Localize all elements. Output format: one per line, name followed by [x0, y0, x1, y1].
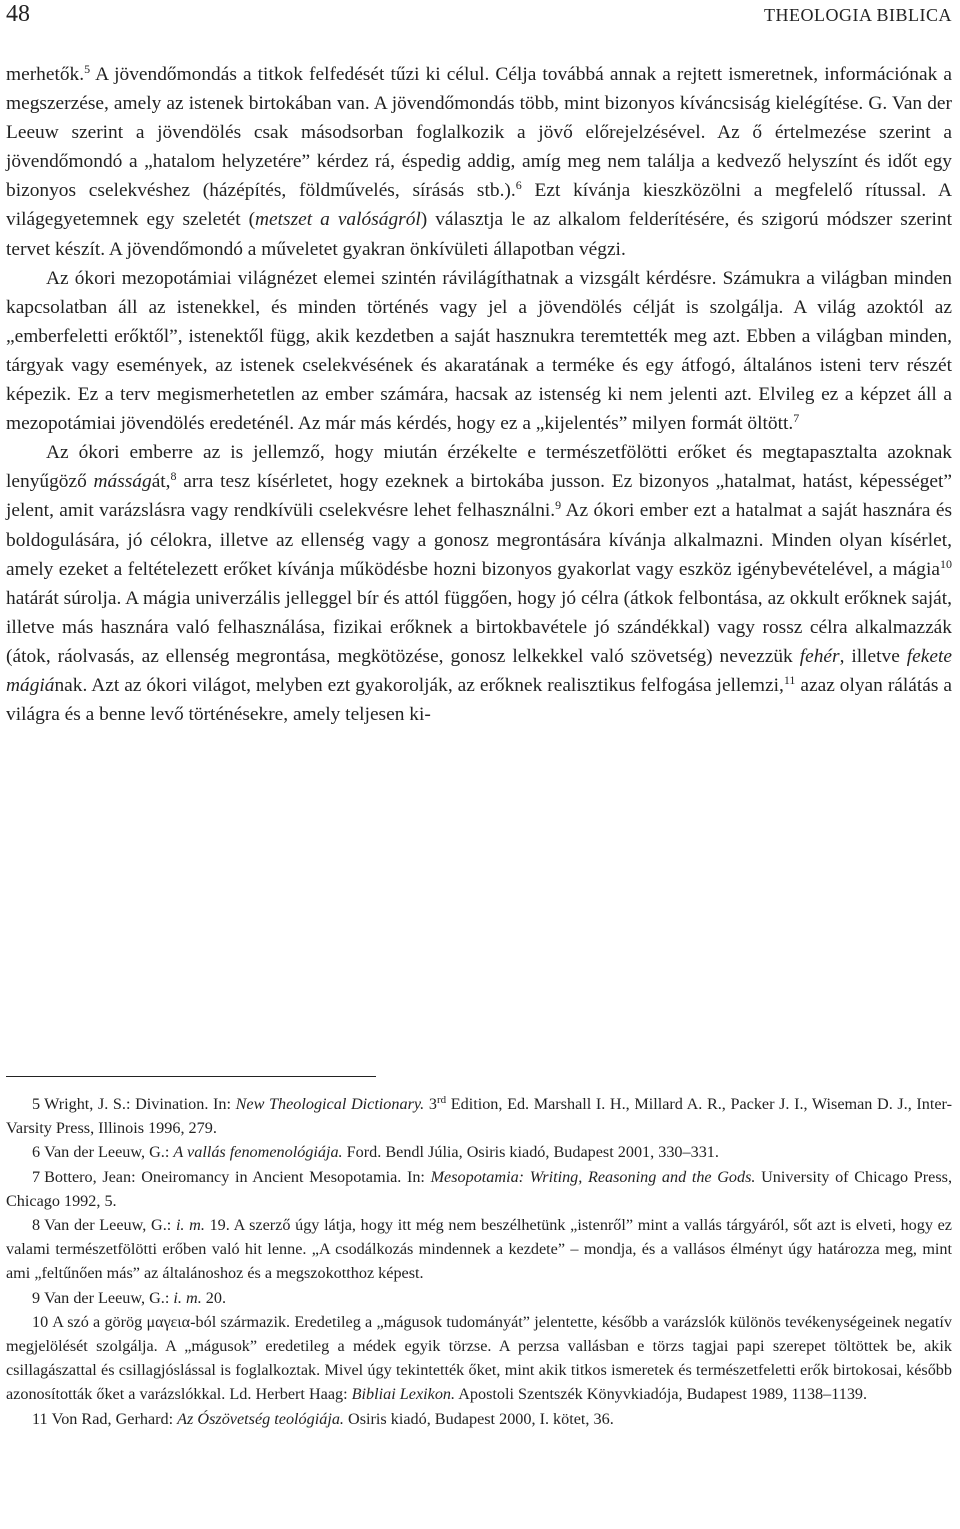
- text-run: 20.: [201, 1288, 227, 1307]
- text-run: University of Chicago Press, Chicago 1992, 5.: [6, 1167, 953, 1210]
- text-run: nak. Azt az ókori világot, melyben ezt gyakorolják, az erőknek realisztikus felfogása jellemzi,: [54, 674, 784, 696]
- footnote-ref[interactable]: 8: [170, 469, 177, 484]
- footnote-ref[interactable]: 11: [783, 672, 796, 687]
- text-run: határát súrolja. A mágia univerzális jelleggel bír és attól függően, hogy jó célra (átkok felbontása, az okkult erőknek saját, illetve más hasznára való felhasználása, fizikai erőknek a birtokbavétele jó szándékkal) vagy rossz célra alkalmazzák (átok, ráolvasás, az ellenség megrontása, megkötözése, gonosz lelkekkel való szövetség) nevezzük: [6, 587, 952, 667]
- text-run: Osiris kiadó, Budapest 2000, I. kötet, 36.: [343, 1409, 614, 1428]
- footnote-number: 7: [32, 1167, 41, 1186]
- emphasis: i. m.: [175, 1216, 205, 1235]
- text-run: Ezt kívánja kieszközölni a megfelelő rítussal. A világegyetemnek egy szeletét (: [6, 180, 952, 231]
- text-run: Apostoli Szentszék Könyvkiadója, Budapest 1989, 1138–1139.: [455, 1385, 868, 1404]
- footnote: [6, 1165, 952, 1213]
- footnote-number: 8: [32, 1216, 41, 1235]
- footnote-number: 11: [32, 1409, 48, 1428]
- text-run: merhetők.: [6, 64, 85, 85]
- footnote-ref[interactable]: 5: [84, 62, 91, 76]
- ordinal-suffix: rd: [436, 1094, 447, 1106]
- emphasis: metszet a valóságról: [255, 209, 421, 231]
- emphasis: Bibliai Lexikon.: [351, 1385, 456, 1404]
- paragraph: [6, 264, 952, 439]
- book-page: [6, 0, 952, 1529]
- text-run: Az ókori mezopotámiai világnézet elemei szintén rávilágíthatnak a vizsgált kérdésre. Számukra a világban minden kapcsolatban áll az istenekkel, és minden történés vagy jel a jövendölés célját is szolgálja. A világ azoktól az „emberfeletti erőktől”, istenektől függ, akik kezdetben a saját hasznukra teremtették meg azt. Ebben a világban minden, tárgyak vagy események, az istenek cselekvésének és akaratának a terméke és egy átfogó, általános isteni terv részét képezik. Ez a terv megismerhetetlen az ember számára, hacsak az istenség ki nem jelenti azt. Elvileg ez a képzet áll a mezopotámiai jövendölés eredeténél. Az már más kérdés, hogy ez a „kijelentés” milyen formát öltött.: [6, 267, 952, 435]
- footnote-ref[interactable]: 7: [793, 411, 800, 426]
- journal-title: THEOLOGIA BIBLICA: [764, 5, 952, 25]
- emphasis: fehér: [799, 645, 840, 667]
- footnote-number: 6: [32, 1143, 41, 1162]
- emphasis: másság: [93, 471, 152, 493]
- text-run: Ford. Bendl Júlia, Osiris kiadó, Budapest 2001, 330–331.: [342, 1143, 719, 1162]
- footnote-ref[interactable]: 9: [555, 498, 562, 513]
- text-run: át,: [151, 471, 171, 493]
- text-run: ) választja le az alkalom felderítésére, és szigorú módszer szerint tervet készít. A jövendőmondó a műveletet gyakran önkívületi állapotban végzi.: [6, 209, 952, 260]
- text-run: 3: [424, 1095, 437, 1113]
- footnote-number: 5: [32, 1095, 41, 1113]
- footnote: [6, 1213, 952, 1286]
- footnote: [6, 1310, 952, 1407]
- text-run: Van der Leeuw, G.:: [44, 1143, 174, 1162]
- text-run: Bottero, Jean: Oneiromancy in Ancient Mesopotamia. In:: [44, 1167, 431, 1186]
- text-run: , illetve: [839, 645, 907, 667]
- footnote: [6, 1140, 952, 1164]
- text-run: A jövendőmondás a titkok felfedését tűzi ki célul. Célja továbbá annak a rejtett ismeretnek, információnak a megszerzése, amely az istenek birtokában van. A jövendőmondás több, mint bizonyos kíváncsiság kielégítése. G. Van der Leeuw szerint a jövendölés csak másodsorban foglalkozik a jövő előrejelzésével. Az ő értelmezése szerint a jövendőmondó a „hatalom helyzetére” kérdez rá, éspedig addig, amíg meg nem találja a kedvező helyszínt és időt egy bizonyos cselekvéshez (házépítés, földművelés, sírásás stb.).: [6, 64, 952, 202]
- text-run: Von Rad, Gerhard:: [51, 1409, 178, 1428]
- page-number: 48: [6, 1, 30, 27]
- running-header: [6, 0, 952, 30]
- footnote-number: 10: [32, 1312, 49, 1331]
- footnotes: [6, 1092, 952, 1431]
- emphasis: New Theological Dictionary.: [235, 1095, 425, 1113]
- emphasis: Mesopotamia: Writing, Reasoning and the Gods.: [430, 1167, 756, 1186]
- text-run: Van der Leeuw, G.:: [44, 1216, 176, 1235]
- emphasis: fekete mágiá: [6, 645, 952, 696]
- text-run: Az ókori ember ezt a hatalmat a saját hasznára és boldogulására, jó célokra, illetve az ellenség vagy a gonosz megrontására kívánja alkalmazni. Minden olyan kísérlet, amely ezeket a feltételezett erőket kívánja működésbe hozni bizonyos gyakorlat vagy eszköz igénybevételével, a mágia: [6, 500, 952, 580]
- text-run: Van der Leeuw, G.:: [44, 1288, 174, 1307]
- text-run: arra tesz kísérletet, hogy ezeknek a birtokába jusson. Ez bizonyos „hatalmat, hatást, képességet” jelent, amit varázslásra vagy rendkívüli cselekvésre lehet felhasználni.: [6, 471, 952, 522]
- footnote: [6, 1286, 952, 1310]
- main-text: [6, 60, 952, 729]
- text-run: Edition, Ed. Marshall I. H., Millard A. R., Packer J. I., Wiseman D. J., Inter-Varsity Press, Illinois 1996, 279.: [6, 1095, 952, 1138]
- emphasis: A vallás fenomenológiája.: [173, 1143, 343, 1162]
- emphasis: i. m.: [173, 1288, 202, 1307]
- footnote-ref[interactable]: 6: [515, 178, 522, 193]
- text-run: Wright, J. S.: Divination. In:: [44, 1095, 236, 1113]
- footnote: [6, 1407, 952, 1431]
- text-run: azaz olyan rálátás a világra és a benne levő történésekre, amely teljesen ki-: [6, 674, 952, 726]
- footnote-number: 9: [32, 1288, 41, 1307]
- paragraph: [6, 438, 952, 729]
- footnote-ref[interactable]: 10: [940, 556, 952, 571]
- footnote-divider: [6, 1076, 376, 1077]
- text-run: Az ókori emberre az is jellemző, hogy miután érzékelte e természetfölötti erőket és megtapasztalta azoknak lenyűgöző: [6, 442, 952, 493]
- paragraph: [6, 60, 952, 264]
- text-run: A szó a görög μαγεια-ból származik. Eredetileg a „mágusok tudományát” jelentette, később a varázslók különös tevékenységeinek negatív megjelölését szolgálja. A „mágusok” eredetileg a médek egyik törzse. A perzsa vallásban e törzs tagjai papi szerepet töltöttek be, akik csillagászattal és csillagjóslással is foglalkoztak. Mivel úgy tekintették őket, mint akik titkos ismeretek és természetfeletti erők birtokosai, később azonosították őket a varázslókkal. Ld. Herbert Haag:: [6, 1312, 952, 1404]
- footnote: [6, 1092, 952, 1140]
- emphasis: Az Ószövetség teológiája.: [177, 1409, 344, 1428]
- text-run: 19. A szerző úgy látja, hogy itt még nem beszélhetünk „istenről” mint a vallás tárgyáról, sőt azt is elveti, hogy ez valami természetfölötti erőben való hit lenne. „A csodálkozás mindennek a kezdete” – mondja, és a vallásos élményt úgy határozza meg, mint ami „feltűnően más” az általánoshoz és a megszokotthoz képest.: [6, 1216, 952, 1283]
